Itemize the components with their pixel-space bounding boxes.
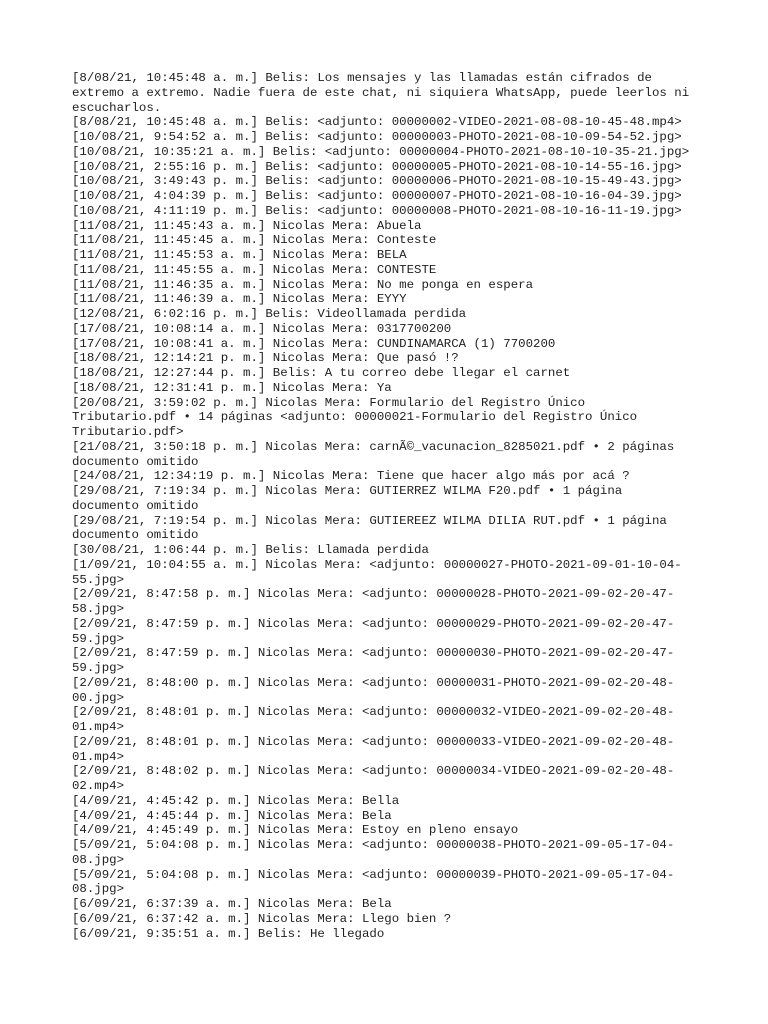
transcript-line: documento omitido — [72, 454, 199, 469]
transcript-line: 58.jpg> — [72, 602, 125, 616]
transcript-line: [6/09/21, 6:37:39 a. m.] Nicolas Mera: Bela — [72, 897, 392, 911]
transcript-line: [2/09/21, 8:47:58 p. m.] Nicolas Mera: <adjunto: 00000028-PHOTO-2021-09-02-20-47- — [72, 587, 675, 602]
transcript-line: [24/08/21, 12:34:19 p. m.] Nicolas Mera: Tiene que hacer algo más por acá ? — [72, 469, 630, 484]
transcript-line: [18/08/21, 12:31:41 p. m.] Nicolas Mera: Ya — [72, 380, 392, 395]
transcript-line: extremo a extremo. Nadie fuera de este chat, ni siquiera WhatsApp, puede leerlos ni — [72, 85, 690, 100]
transcript-line: 01.mp4> — [72, 720, 125, 734]
transcript-line: [11/08/21, 11:46:39 a. m.] Nicolas Mera: EYYY — [72, 292, 407, 307]
transcript-line: [2/09/21, 8:48:01 p. m.] Nicolas Mera: <adjunto: 00000032-VIDEO-2021-09-02-20-48- — [72, 705, 675, 720]
transcript-line: [2/09/21, 8:47:59 p. m.] Nicolas Mera: <adjunto: 00000029-PHOTO-2021-09-02-20-47- — [72, 616, 675, 631]
transcript-line: 00.jpg> — [72, 690, 125, 705]
transcript-line: [6/09/21, 6:37:42 a. m.] Nicolas Mera: Llego bien ? — [72, 911, 452, 926]
transcript-line: 59.jpg> — [72, 661, 125, 675]
transcript-line: [20/08/21, 3:59:02 p. m.] Nicolas Mera: Formulario del Registro Único — [72, 395, 586, 410]
transcript-line: [10/08/21, 3:49:43 p. m.] Belis: <adjunto: 00000006-PHOTO-2021-08-10-15-49-43.jpg> — [72, 174, 682, 189]
transcript-line: [10/08/21, 4:11:19 p. m.] Belis: <adjunto: 00000008-PHOTO-2021-08-10-16-11-19.jpg> — [72, 203, 682, 218]
transcript-line: [6/09/21, 9:35:51 a. m.] Belis: He llegado — [72, 926, 385, 941]
transcript-line: [8/08/21, 10:45:48 a. m.] Belis: <adjunto: 00000002-VIDEO-2021-08-08-10-45-48.mp4> — [72, 115, 682, 130]
transcript-line: [2/09/21, 8:47:59 p. m.] Nicolas Mera: <adjunto: 00000030-PHOTO-2021-09-02-20-47- — [72, 646, 675, 661]
transcript-line: [12/08/21, 6:02:16 p. m.] Belis: Videollamada perdida — [72, 307, 467, 321]
transcript-line: 59.jpg> — [72, 631, 125, 646]
transcript-line: Tributario.pdf> — [72, 425, 184, 439]
transcript-line: [18/08/21, 12:27:44 p. m.] Belis: A tu correo debe llegar el carnet — [72, 366, 571, 380]
transcript-line: [11/08/21, 11:45:55 a. m.] Nicolas Mera: CONTESTE — [72, 262, 437, 277]
transcript-line: [5/09/21, 5:04:08 p. m.] Nicolas Mera: <adjunto: 00000038-PHOTO-2021-09-05-17-04- — [72, 838, 675, 852]
transcript-line: escucharlos. — [72, 100, 162, 115]
transcript-line: [18/08/21, 12:14:21 p. m.] Nicolas Mera: Que pasó !? — [72, 351, 459, 366]
transcript-line: [2/09/21, 8:48:02 p. m.] Nicolas Mera: <adjunto: 00000034-VIDEO-2021-09-02-20-48- — [72, 764, 675, 779]
transcript-line: [29/08/21, 7:19:54 p. m.] Nicolas Mera: GUTIEREEZ WILMA DILIA RUT.pdf • 1 página — [72, 513, 667, 528]
transcript-line: [10/08/21, 9:54:52 a. m.] Belis: <adjunto: 00000003-PHOTO-2021-08-10-09-54-52.jpg> — [72, 130, 682, 144]
transcript-line: [17/08/21, 10:08:41 a. m.] Nicolas Mera: CUNDINAMARCA (1) 7700200 — [72, 336, 556, 351]
transcript-line: [2/09/21, 8:48:00 p. m.] Nicolas Mera: <adjunto: 00000031-PHOTO-2021-09-02-20-48- — [72, 675, 675, 690]
transcript-line: [11/08/21, 11:45:53 a. m.] Nicolas Mera: BELA — [72, 248, 407, 262]
transcript-line: [11/08/21, 11:45:45 a. m.] Nicolas Mera: Conteste — [72, 233, 437, 248]
transcript-line: [10/08/21, 4:04:39 p. m.] Belis: <adjunto: 00000007-PHOTO-2021-08-10-16-04-39.jpg> — [72, 189, 682, 203]
transcript-line: [10/08/21, 2:55:16 p. m.] Belis: <adjunto: 00000005-PHOTO-2021-08-10-14-55-16.jpg> — [72, 159, 682, 174]
transcript-line: Tributario.pdf • 14 páginas <adjunto: 00000021-Formulario del Registro Único — [72, 410, 638, 425]
transcript-line: [29/08/21, 7:19:34 p. m.] Nicolas Mera: GUTIERREZ WILMA F20.pdf • 1 página — [72, 484, 623, 498]
transcript-line: 02.mp4> — [72, 779, 125, 793]
transcript-line: 01.mp4> — [72, 749, 125, 764]
transcript-line: [30/08/21, 1:06:44 p. m.] Belis: Llamada perdida — [72, 543, 429, 557]
transcript-line: 08.jpg> — [72, 882, 125, 897]
transcript-line: [2/09/21, 8:48:01 p. m.] Nicolas Mera: <adjunto: 00000033-VIDEO-2021-09-02-20-48- — [72, 734, 675, 749]
transcript-line: documento omitido — [72, 528, 199, 543]
transcript-line: 55.jpg> — [72, 572, 125, 587]
transcript-line: 08.jpg> — [72, 852, 125, 867]
transcript-line: [4/09/21, 4:45:49 p. m.] Nicolas Mera: Estoy en pleno ensayo — [72, 823, 519, 838]
transcript-line: [21/08/21, 3:50:18 p. m.] Nicolas Mera: carnÃ©_vacunacion_8285021.pdf • 2 páginas — [72, 439, 675, 454]
transcript-line: [11/08/21, 11:46:35 a. m.] Nicolas Mera: No me ponga en espera — [72, 277, 534, 292]
transcript-line: [10/08/21, 10:35:21 a. m.] Belis: <adjunto: 00000004-PHOTO-2021-08-10-10-35-21.jpg> — [72, 144, 690, 159]
transcript-line: documento omitido — [72, 498, 199, 513]
transcript-line: [4/09/21, 4:45:44 p. m.] Nicolas Mera: Bela — [72, 808, 392, 823]
transcript-line: [4/09/21, 4:45:42 p. m.] Nicolas Mera: Bella — [72, 793, 400, 808]
transcript-line: [8/08/21, 10:45:48 a. m.] Belis: Los mensajes y las llamadas están cifrados de — [72, 71, 652, 85]
transcript-line: [1/09/21, 10:04:55 a. m.] Nicolas Mera: <adjunto: 00000027-PHOTO-2021-09-01-10-04- — [72, 557, 682, 572]
transcript-line: [5/09/21, 5:04:08 p. m.] Nicolas Mera: <adjunto: 00000039-PHOTO-2021-09-05-17-04- — [72, 867, 675, 882]
transcript-line: [17/08/21, 10:08:14 a. m.] Nicolas Mera: 0317700200 — [72, 321, 452, 336]
transcript-line: [11/08/21, 11:45:43 a. m.] Nicolas Mera: Abuela — [72, 218, 422, 233]
chat-transcript — [72, 71, 712, 941]
